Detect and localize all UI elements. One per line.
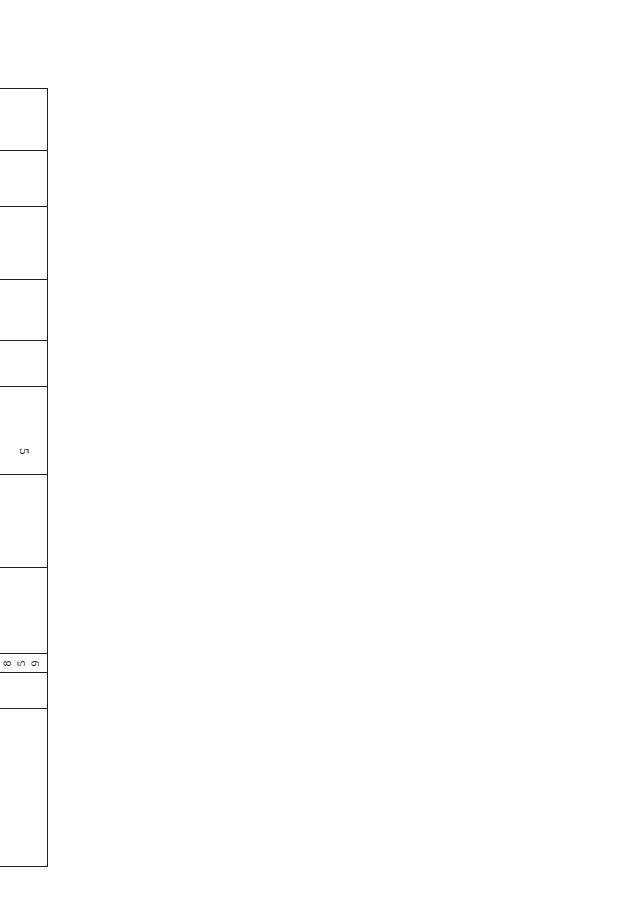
year-cell bbox=[0, 475, 48, 568]
table-row bbox=[0, 89, 48, 867]
cost-cell bbox=[0, 568, 48, 654]
extra1-cell bbox=[0, 207, 48, 280]
budget-table bbox=[0, 88, 48, 867]
total-cell bbox=[0, 89, 48, 151]
rotated-table-container bbox=[0, 88, 48, 866]
y2023-cell bbox=[0, 280, 48, 341]
unit-cell bbox=[0, 673, 48, 709]
name-cell bbox=[0, 709, 48, 867]
y2022-cell bbox=[0, 341, 48, 387]
y2021-cell bbox=[0, 387, 48, 475]
page-number: 5 bbox=[17, 448, 32, 455]
quantity-cell: 859 bbox=[0, 654, 48, 673]
extra2-cell bbox=[0, 151, 48, 207]
